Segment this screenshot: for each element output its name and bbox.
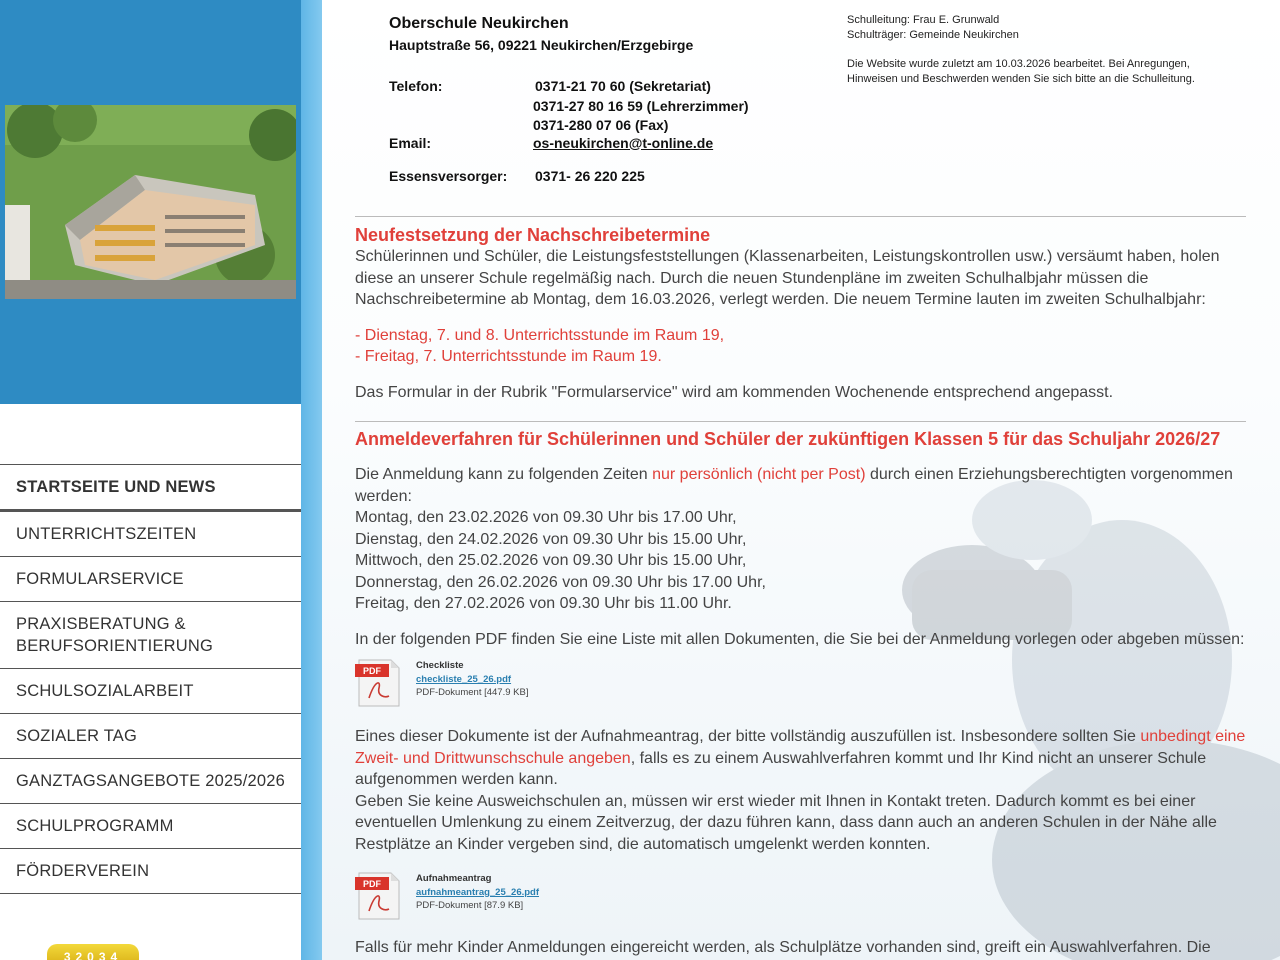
para-text: Eines dieser Dokumente ist der Aufnahmeantrag, der bitte vollständig auszufüllen ist. Insbesondere sollten Sie — [355, 728, 1141, 745]
intro-highlight: nur persönlich (nicht per Post) — [652, 466, 866, 483]
nav-item-startseite[interactable]: STARTSEITE UND NEWS — [0, 465, 301, 512]
time-wednesday: Mittwoch, den 25.02.2026 von 09.30 Uhr bis 15.00 Uhr, — [355, 552, 747, 569]
pdf-info: PDF-Dokument [447.9 KB] — [416, 687, 529, 698]
school-building-photo — [5, 105, 296, 299]
pdf-download-checkliste — [355, 658, 1250, 708]
sidebar-header — [0, 0, 301, 404]
pdf-download-aufnahmeantrag — [355, 871, 1250, 921]
divider-stripe — [301, 0, 322, 960]
auswahl-paragraph: Falls für mehr Kinder Anmeldungen eingereicht werden, als Schulplätze vorhanden sind, greift ein Auswahlverfahren. Die — [355, 939, 1211, 956]
nav-item-formularservice[interactable]: FORMULARSERVICE — [0, 557, 301, 602]
pdf-link[interactable]: checkliste_25_26.pdf — [416, 673, 512, 685]
pdf-meta — [416, 872, 539, 913]
news-anmeldeverfahren — [355, 428, 1250, 959]
nav-item-ganztagsangebote[interactable]: GANZTAGSANGEBOTE 2025/2026 — [0, 759, 301, 804]
pdf-info: PDF-Dokument [87.9 KB] — [416, 900, 524, 911]
time-friday: Freitag, den 27.02.2026 von 09.30 Uhr bis 11.00 Uhr. — [355, 595, 732, 612]
phone-sekretariat: 0371-21 70 60 (Sekretariat) — [535, 78, 711, 94]
time-thursday: Donnerstag, den 26.02.2026 von 09.30 Uhr bis 17.00 Uhr, — [355, 573, 766, 591]
phone-lehrerzimmer: 0371-27 80 16 59 (Lehrerzimmer) — [533, 97, 749, 114]
news-title: Neufestsetzung der Nachschreibetermine — [355, 225, 711, 245]
time-tuesday: Dienstag, den 24.02.2026 von 09.30 Uhr bis 15.00 Uhr, — [355, 530, 747, 548]
caterer-label: Essensversorger: — [389, 168, 508, 184]
nav-item-foerderverein[interactable]: FÖRDERVEREIN — [0, 849, 301, 894]
main-content — [322, 0, 1280, 960]
ausweich-paragraph: Geben Sie keine Ausweichschulen an, müssen wir erst wieder mit Ihnen in Kontakt treten. Dadurch kommt es bei einer eventuellen Umlenkung zu einem Zeitverzug, der dazu führen kann, dass dann auch an anderen Schulen in der Nähe alle Restplätze an Kinder vergeben sind, die automatisch umgelenkt werden konnten. — [355, 792, 1217, 853]
time-monday: Montag, den 23.02.2026 von 09.30 Uhr bis 17.00 Uhr, — [355, 509, 737, 526]
pdf-title: Aufnahmeantrag — [416, 873, 492, 884]
phone-fax: 0371-280 07 06 (Fax) — [533, 117, 669, 133]
pdf-meta — [416, 659, 528, 700]
email-link[interactable]: os-neukirchen@t-online.de — [533, 134, 714, 151]
pdf-link[interactable]: aufnahmeantrag_25_26.pdf — [416, 886, 540, 898]
caterer-phone: 0371- 26 220 225 — [535, 168, 645, 184]
school-name: Oberschule Neukirchen — [389, 15, 569, 32]
phone-row-2 — [389, 97, 749, 117]
aufnahme-paragraph — [355, 726, 1250, 791]
nav-item-unterrichtszeiten[interactable]: UNTERRICHTSZEITEN — [0, 512, 301, 557]
left-column — [0, 0, 301, 960]
side-info — [847, 13, 1227, 87]
nav-item-sozialer-tag[interactable]: SOZIALER TAG — [0, 714, 301, 759]
email-row — [389, 134, 749, 154]
schultraeger-text: Schulträger: Gemeinde Neukirchen — [847, 29, 1019, 41]
schulleitung-text: Schulleitung: Frau E. Grunwald — [847, 14, 1000, 26]
intro-text-end: durch einen Erziehungsberechtigten vorgenommen werden: — [355, 466, 1233, 505]
news-intro — [355, 464, 1250, 507]
para-text-end: , falls es zu einem Auswahlverfahren kommt und Ihr Kind nicht an unserer Schule aufgenommen werden kann. — [355, 749, 1207, 788]
contact-block — [389, 14, 749, 187]
nav-item-praxisberatung[interactable]: PRAXISBERATUNG & BERUFSORIENTIERUNG — [0, 602, 301, 669]
news-body: Schülerinnen und Schüler, die Leistungsfeststellungen (Klassenarbeiten, Leistungskontrollen usw.) versäumt haben, holen diese an unserer Schule regelmäßig nach. Durch die neuen Stundenpläne im zweiten Schulhalbjahr müssen die Nachschreibetermine ab Montag, dem 16.03.2026, verlegt werden. Die neuem Termine lauten im zweiten Schulhalbjahr: — [355, 248, 1220, 308]
divider — [355, 421, 1246, 422]
news-date-1: - Dienstag, 7. und 8. Unterrichtsstunde im Raum 19, — [355, 326, 725, 344]
pdf-title: Checkliste — [416, 660, 464, 671]
visitor-counter: 32034 — [47, 944, 139, 960]
pdf-file-icon[interactable] — [355, 658, 401, 708]
news-date-2: - Freitag, 7. Unterrichtsstunde im Raum 19. — [355, 348, 662, 365]
news-title: Anmeldeverfahren für Schülerinnen und Schüler der zukünftigen Klassen 5 für das Schuljahr 2026/27 — [355, 429, 1221, 449]
intro-text: Die Anmeldung kann zu folgenden Zeiten — [355, 466, 653, 483]
phone-label: Telefon: — [389, 78, 443, 94]
svg-text:PDF: PDF — [363, 879, 381, 889]
pdf-file-icon[interactable] — [355, 871, 401, 921]
update-notice: Die Website wurde zuletzt am 10.03.2026 bearbeitet. Bei Anregungen, Hinweisen und Beschwerden wenden Sie sich bitte an die Schulleitung. — [847, 58, 1195, 85]
pdf-intro: In der folgenden PDF finden Sie eine Liste mit allen Dokumenten, die Sie bei der Anmeldung vorlegen oder abgeben müssen: — [355, 630, 1245, 648]
svg-text:PDF: PDF — [363, 666, 381, 676]
school-building-image — [5, 105, 296, 299]
caterer-row — [389, 167, 749, 187]
main-navigation — [0, 464, 301, 894]
news-nachschreibetermine — [355, 224, 1250, 403]
news-footer: Das Formular in der Rubrik "Formularservice" wird am kommenden Wochenende entsprechend angepasst. — [355, 383, 1114, 401]
nav-item-schulsozialarbeit[interactable]: SCHULSOZIALARBEIT — [0, 669, 301, 714]
divider — [355, 216, 1246, 217]
email-label: Email: — [389, 134, 432, 151]
nav-item-schulprogramm[interactable]: SCHULPROGRAMM — [0, 804, 301, 849]
para-highlight: unbedingt eine Zweit- und Drittwunschschule angeben — [355, 728, 1246, 767]
phone-row — [389, 77, 749, 97]
school-address: Hauptstraße 56, 09221 Neukirchen/Erzgebirge — [389, 37, 694, 53]
